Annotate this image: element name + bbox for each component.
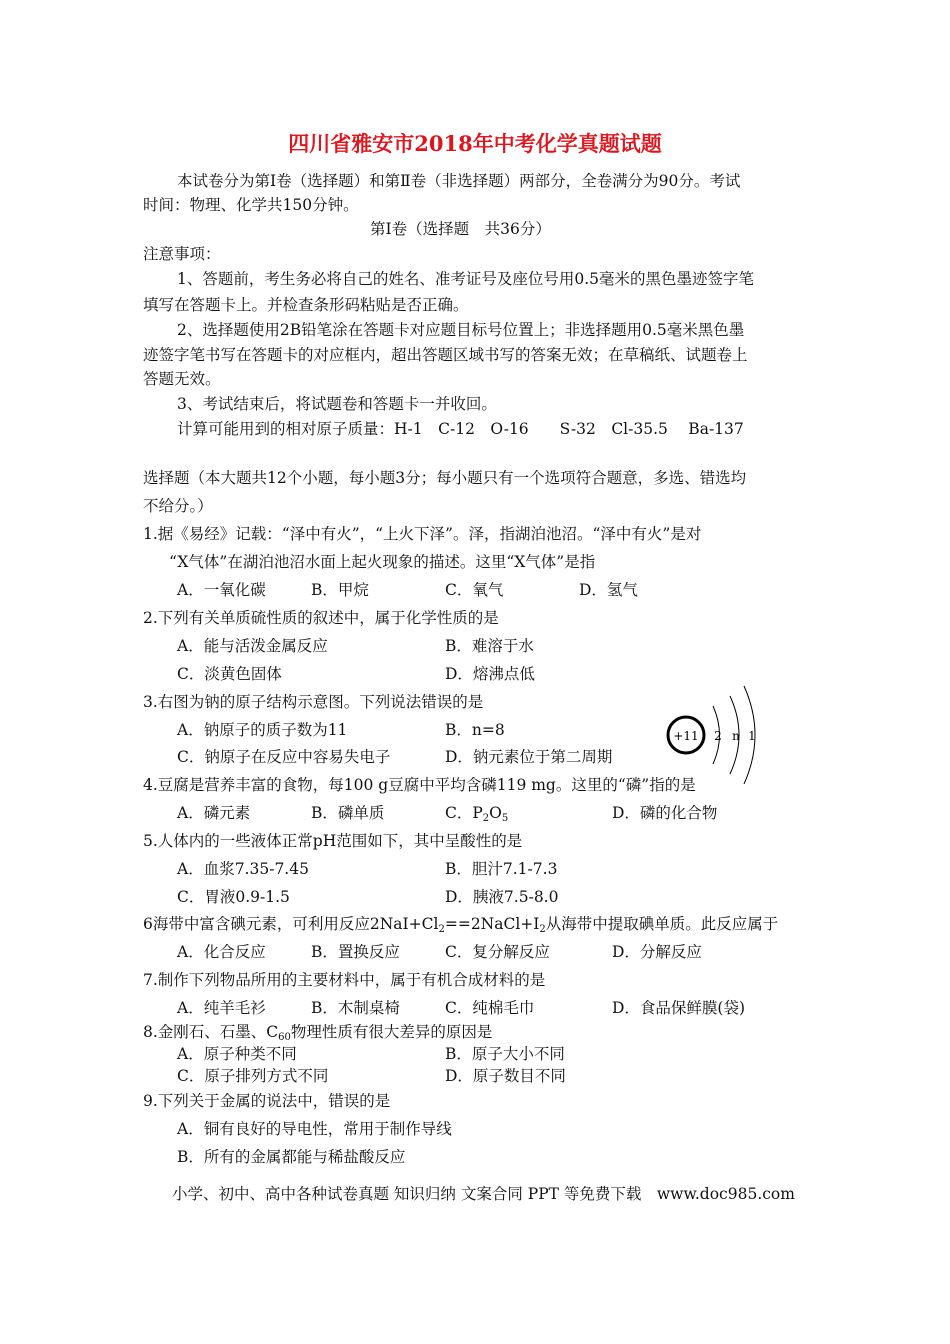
q3-stem: 3.右图为钠的原子结构示意图。下列说法错误的是 (143, 693, 484, 711)
q5-option-d: D．胰液7.5-8.0 (445, 888, 559, 906)
q1-option-c: C．氧气 (445, 581, 504, 599)
q3-option-d: D．钠元素位于第二周期 (445, 748, 613, 766)
q2-option-c: C．淡黄色固体 (177, 665, 282, 683)
shell-3-electrons: 1 (748, 729, 756, 743)
q7-option-a: A．纯羊毛衫 (177, 999, 266, 1017)
q7-option-c: C．纯棉毛巾 (445, 999, 535, 1017)
q6-option-b: B．置换反应 (311, 943, 400, 961)
shell-1-electrons: 2 (714, 729, 722, 743)
q9-option-a: A．铜有良好的导电性，常用于制作导线 (177, 1120, 452, 1138)
note-line-3: 2、选择题使用2B铅笔涂在答题卡对应题目标号位置上；非选择题用0.5毫米黑色墨 (177, 321, 745, 339)
q6-option-d: D．分解反应 (612, 943, 702, 961)
q8-option-a: A．原子种类不同 (177, 1045, 297, 1063)
q1-option-d: D．氢气 (579, 581, 638, 599)
q4-stem: 4.豆腐是营养丰富的食物，每100 g豆腐中平均含磷119 mg。这里的“磷”指的是 (143, 776, 696, 794)
q2-option-b: B．难溶于水 (445, 637, 534, 655)
q1-stem-1: 1.据《易经》记载：“泽中有火”，“上火下泽”。泽，指湖泊池沼。“泽中有火”是对 (143, 525, 702, 543)
q7-stem: 7.制作下列物品所用的主要材料中，属于有机合成材料的是 (143, 971, 546, 989)
q5-stem: 5.人体内的一些液体正常pH范围如下，其中呈酸性的是 (143, 832, 523, 850)
q4-option-c-text: C．P (445, 804, 483, 822)
q1-stem-2: “X气体”在湖泊池沼水面上起火现象的描述。这里“X气体”是指 (169, 553, 596, 571)
q3-option-a: A．钠原子的质子数为11 (177, 721, 348, 739)
q5-option-a: A．血浆7.35-7.45 (177, 860, 309, 878)
q2-stem: 2.下列有关单质硫性质的叙述中，属于化学性质的是 (143, 609, 499, 627)
q4-option-a: A．磷元素 (177, 804, 251, 822)
choice-intro-line-1: 选择题（本大题共12个小题，每小题3分；每小题只有一个选项符合题意，多选、错选均 (143, 469, 747, 487)
q5-option-b: B．胆汁7.1-7.3 (445, 860, 558, 878)
q1-option-a: A．一氧化碳 (177, 581, 266, 599)
shell-2-electrons: n (732, 729, 740, 743)
q2-option-a: A．能与活泼金属反应 (177, 637, 328, 655)
choice-intro-line-2: 不给分。） (143, 497, 213, 515)
q8-option-b: B．原子大小不同 (445, 1045, 565, 1063)
q8-option-c: C．原子排列方式不同 (177, 1067, 329, 1085)
q8-stem: 8.金刚石、石墨、$C_{60}$物理性质有很大差异的原因是 (143, 1023, 493, 1043)
page-footer: 小学、初中、高中各种试卷真题 知识归纳 文案合同 PPT 等免费下载 www.doc985.com (172, 1185, 795, 1203)
note-line-2: 填写在答题卡上。并检查条形码粘贴是否正确。 (143, 296, 469, 314)
q8-option-d: D．原子数目不同 (445, 1067, 566, 1085)
q6-option-c: C．复分解反应 (445, 943, 550, 961)
q6-option-a: A．化合反应 (177, 943, 266, 961)
q6-stem: 6海带中富含碘元素，可利用反应$2NaI+Cl_2==2NaCl+I_2$从海带中提取碘单质。此反应属于 (143, 915, 779, 935)
q4-option-c: C．$P_2O_5$ (445, 804, 509, 824)
q3-option-b: B．n=8 (445, 721, 505, 739)
intro-line-1: 本试卷分为第Ⅰ卷（选择题）和第Ⅱ卷（非选择题）两部分，全卷满分为90分。考试 (177, 172, 741, 190)
q3-option-c: C．钠原子在反应中容易失电子 (177, 748, 391, 766)
atomic-masses: 计算可能用到的相对原子质量：H-1 C-12 O-16 S-32 Cl-35.5 Ba-137 (177, 420, 744, 438)
intro-line-2: 时间：物理、化学共150分钟。 (143, 196, 359, 214)
q1-option-b: B．甲烷 (311, 581, 369, 599)
q7-option-b: B．木制桌椅 (311, 999, 400, 1017)
nucleus-charge: +11 (673, 729, 699, 743)
note-line-6: 3、考试结束后，将试题卷和答题卡一并收回。 (177, 395, 497, 413)
page-title: 四川省雅安市2018年中考化学真题试题 (288, 131, 662, 156)
q4-option-d: D．磷的化合物 (612, 804, 718, 822)
section1-heading: 第Ⅰ卷（选择题 共36分） (370, 220, 551, 238)
q7-option-d: D．食品保鲜膜(袋) (612, 999, 746, 1017)
notes-heading: 注意事项： (143, 245, 221, 263)
q2-option-d: D．熔沸点低 (445, 665, 535, 683)
note-line-1: 1、答题前，考生务必将自己的姓名、准考证号及座位号用0.5毫米的黑色墨迹签字笔 (177, 270, 755, 288)
note-line-5: 答题无效。 (143, 370, 221, 388)
q9-stem: 9.下列关于金属的说法中，错误的是 (143, 1092, 391, 1110)
q4-option-b: B．磷单质 (311, 804, 385, 822)
q5-option-c: C．胃液0.9-1.5 (177, 888, 290, 906)
sodium-atom-structure-diagram (660, 684, 770, 784)
note-line-4: 迹签字笔书写在答题卡的对应框内，超出答题区域书写的答案无效；在草稿纸、试题卷上 (143, 346, 748, 364)
q9-option-b: B．所有的金属都能与稀盐酸反应 (177, 1148, 406, 1166)
